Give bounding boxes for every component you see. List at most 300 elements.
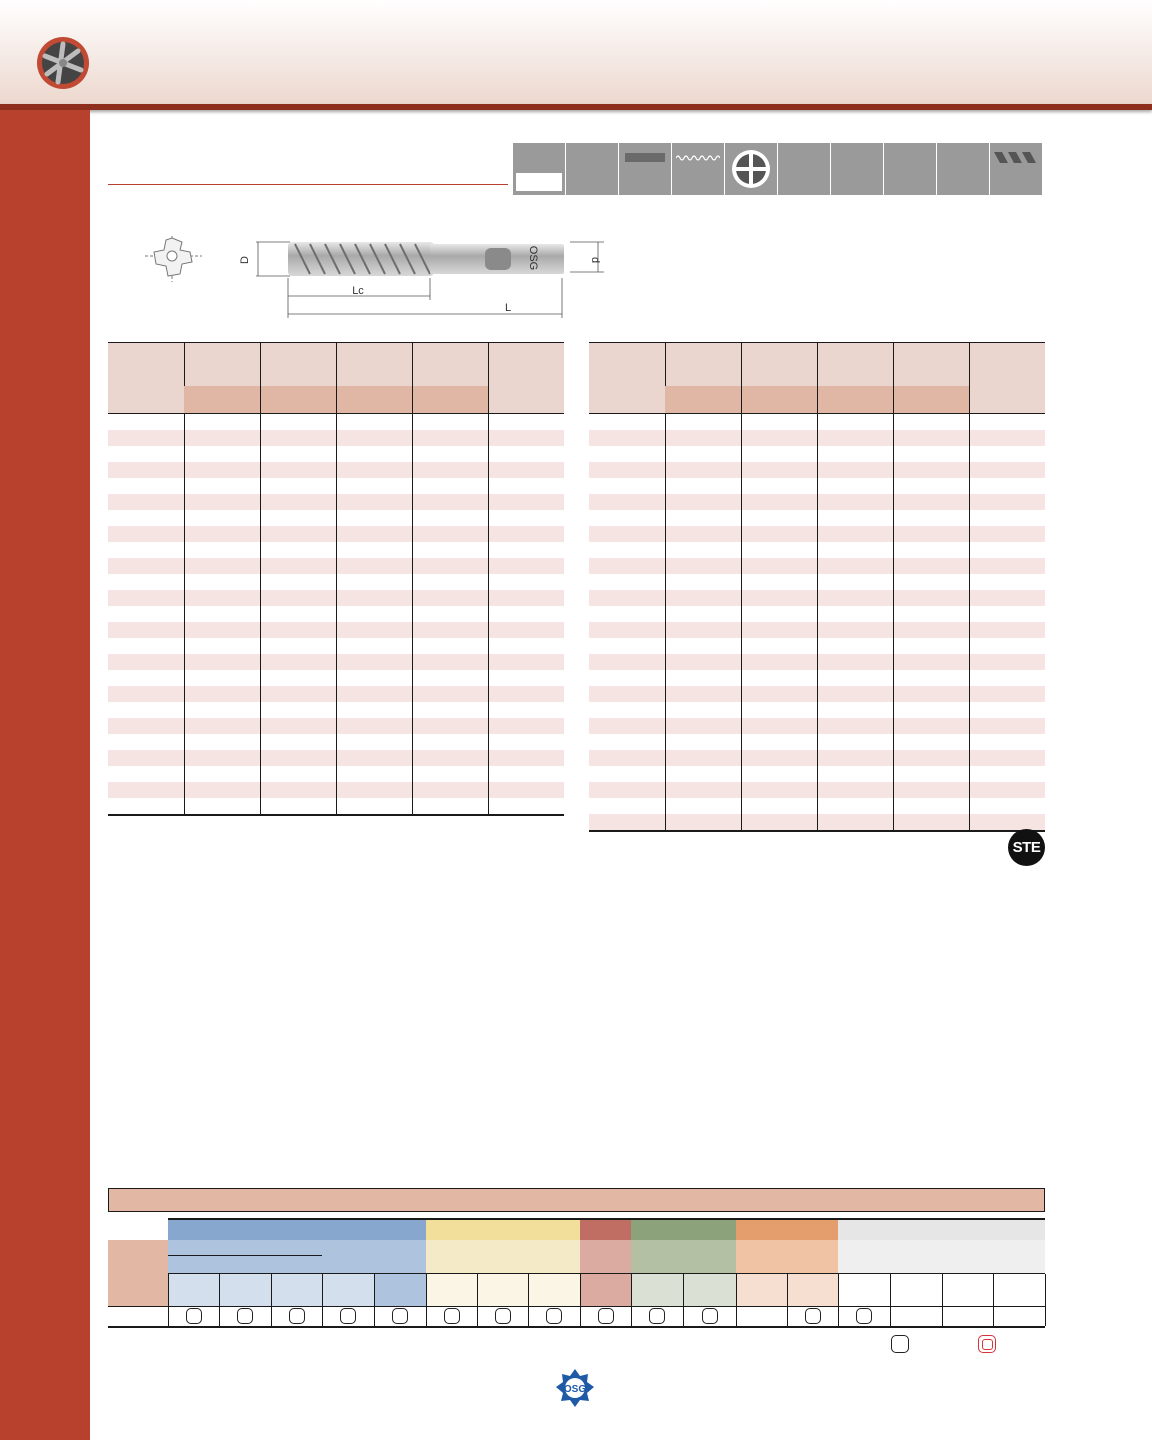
table-cell xyxy=(488,638,564,654)
table-cell xyxy=(817,510,893,526)
table-cell xyxy=(665,670,741,686)
table-cell xyxy=(817,462,893,478)
table-cell xyxy=(969,510,1045,526)
table-cell xyxy=(969,526,1045,542)
table-cell xyxy=(336,606,412,622)
table-cell xyxy=(184,638,260,654)
table-cell xyxy=(741,638,817,654)
table-cell xyxy=(260,558,336,574)
table-cell xyxy=(488,558,564,574)
table-cell xyxy=(260,494,336,510)
table-cell xyxy=(336,574,412,590)
table-cell xyxy=(741,750,817,766)
table-cell xyxy=(336,558,412,574)
table-cell xyxy=(969,734,1045,750)
table-cell xyxy=(969,718,1045,734)
table-cell xyxy=(184,750,260,766)
table-cell xyxy=(412,606,488,622)
table-cell xyxy=(108,558,184,574)
table-row xyxy=(589,638,1045,654)
table-cell xyxy=(817,478,893,494)
unit-cell xyxy=(893,386,969,414)
table-row xyxy=(108,430,564,446)
table-row xyxy=(589,542,1045,558)
table-cell xyxy=(260,686,336,702)
table-cell xyxy=(817,734,893,750)
table-cell xyxy=(589,462,665,478)
feature-icon-strip xyxy=(513,143,1045,195)
col-header-d xyxy=(412,343,488,387)
table-cell xyxy=(665,494,741,510)
table-row xyxy=(589,446,1045,462)
table-cell xyxy=(260,510,336,526)
table-cell xyxy=(817,782,893,798)
end-mill-logo-icon xyxy=(36,36,90,90)
table-cell xyxy=(741,718,817,734)
table-cell xyxy=(589,654,665,670)
table-cell xyxy=(589,494,665,510)
table-cell xyxy=(969,542,1045,558)
table-cell xyxy=(741,590,817,606)
suitability-mark-icon xyxy=(444,1308,460,1324)
table-cell xyxy=(741,654,817,670)
table-cell xyxy=(969,446,1045,462)
table-cell xyxy=(893,638,969,654)
table-cell xyxy=(412,638,488,654)
suitability-mark-icon xyxy=(598,1308,614,1324)
table-cell xyxy=(412,526,488,542)
table-cell xyxy=(336,526,412,542)
table-cell xyxy=(741,462,817,478)
table-cell xyxy=(741,702,817,718)
table-cell xyxy=(741,574,817,590)
table-cell xyxy=(488,734,564,750)
table-cell xyxy=(488,654,564,670)
col-header-D xyxy=(184,343,260,387)
suitability-mark-icon xyxy=(289,1308,305,1324)
table-cell xyxy=(969,494,1045,510)
table-cell xyxy=(412,478,488,494)
table-cell xyxy=(589,622,665,638)
table-cell xyxy=(412,590,488,606)
table-cell xyxy=(893,590,969,606)
table-cell xyxy=(108,670,184,686)
blank-box-icon xyxy=(566,143,618,195)
suitability-mark-icon xyxy=(546,1308,562,1324)
table-cell xyxy=(336,542,412,558)
col-header-L xyxy=(817,343,893,387)
table-cell xyxy=(488,766,564,782)
blank-box-icon xyxy=(884,143,936,195)
table-row xyxy=(108,718,564,734)
table-cell xyxy=(969,782,1045,798)
dim-L-label: L xyxy=(504,302,512,314)
table-cell xyxy=(488,798,564,815)
table-cell xyxy=(108,766,184,782)
table-cell xyxy=(184,606,260,622)
table-cell xyxy=(488,686,564,702)
table-cell xyxy=(969,670,1045,686)
table-cell xyxy=(412,702,488,718)
table-cell xyxy=(665,702,741,718)
suitability-mark-icon xyxy=(495,1308,511,1324)
table-cell xyxy=(665,718,741,734)
col-header-D xyxy=(665,343,741,387)
table-row xyxy=(108,798,564,815)
table-cell xyxy=(184,590,260,606)
table-cell xyxy=(893,654,969,670)
table-cell xyxy=(969,638,1045,654)
table-cell xyxy=(488,510,564,526)
table-cell xyxy=(260,654,336,670)
title-underline xyxy=(108,184,508,185)
table-cell xyxy=(260,782,336,798)
table-cell xyxy=(893,558,969,574)
table-cell xyxy=(108,638,184,654)
table-cell xyxy=(412,766,488,782)
table-cell xyxy=(184,798,260,815)
table-cell xyxy=(893,542,969,558)
table-cell xyxy=(893,574,969,590)
blank-box-icon xyxy=(831,143,883,195)
table-cell xyxy=(665,446,741,462)
ste-badge: STE xyxy=(1008,829,1045,866)
table-cell xyxy=(108,798,184,815)
table-cell xyxy=(893,782,969,798)
table-cell xyxy=(665,510,741,526)
osg-footer-logo-icon xyxy=(555,1368,595,1408)
table-row xyxy=(589,814,1045,831)
table-cell xyxy=(589,798,665,814)
dim-d-label: d xyxy=(589,256,601,264)
table-cell xyxy=(108,702,184,718)
suitability-mark-icon xyxy=(856,1308,872,1324)
table-cell xyxy=(108,542,184,558)
wave-icon xyxy=(672,143,724,195)
table-cell xyxy=(184,558,260,574)
table-cell xyxy=(108,606,184,622)
table-cell xyxy=(893,702,969,718)
group-titanium xyxy=(580,1220,631,1240)
bar-icon xyxy=(619,143,671,195)
unit-cell xyxy=(741,386,817,414)
table-row xyxy=(589,750,1045,766)
table-cell xyxy=(969,622,1045,638)
table-cell xyxy=(817,494,893,510)
column-divider xyxy=(890,1274,891,1326)
table-cell xyxy=(589,670,665,686)
shank-mark: OSG xyxy=(527,245,539,271)
table-row xyxy=(108,766,564,782)
page-header xyxy=(0,0,1152,108)
table-cell xyxy=(665,638,741,654)
table-cell xyxy=(336,478,412,494)
table-cell xyxy=(488,670,564,686)
table-row xyxy=(108,590,564,606)
col-header-Lc xyxy=(741,343,817,387)
application-table xyxy=(108,1218,1045,1328)
table-cell xyxy=(589,558,665,574)
table-row xyxy=(589,462,1045,478)
table-cell xyxy=(817,654,893,670)
end-mill-diagram xyxy=(130,226,610,326)
table-cell xyxy=(741,798,817,814)
unit-cell xyxy=(412,386,488,414)
table-cell xyxy=(336,430,412,446)
table-cell xyxy=(488,478,564,494)
table-cell xyxy=(969,430,1045,446)
table-cell xyxy=(336,734,412,750)
table-cell xyxy=(893,734,969,750)
column-divider xyxy=(736,1274,737,1326)
table-cell xyxy=(893,446,969,462)
table-cell xyxy=(488,750,564,766)
suitability-mark-icon xyxy=(340,1308,356,1324)
table-cell xyxy=(893,606,969,622)
table-cell xyxy=(817,670,893,686)
table-cell xyxy=(665,542,741,558)
table-cell xyxy=(108,430,184,446)
size-table-left xyxy=(108,342,564,816)
table-cell xyxy=(260,606,336,622)
table-cell xyxy=(108,654,184,670)
table-cell xyxy=(108,478,184,494)
table-cell xyxy=(893,814,969,831)
table-cell xyxy=(741,526,817,542)
table-cell xyxy=(184,494,260,510)
table-cell xyxy=(893,430,969,446)
column-divider xyxy=(838,1274,839,1326)
suitability-mark-icon xyxy=(702,1308,718,1324)
suitability-mark-icon xyxy=(186,1308,202,1324)
table-cell xyxy=(260,574,336,590)
column-divider xyxy=(993,1274,994,1326)
table-row xyxy=(589,702,1045,718)
table-cell xyxy=(893,750,969,766)
table-row xyxy=(108,686,564,702)
table-cell xyxy=(184,478,260,494)
table-cell xyxy=(260,430,336,446)
table-cell xyxy=(665,574,741,590)
table-cell xyxy=(665,766,741,782)
table-cell xyxy=(412,446,488,462)
table-cell xyxy=(412,510,488,526)
table-cell xyxy=(184,430,260,446)
table-cell xyxy=(893,526,969,542)
svg-text:OSG: OSG xyxy=(563,1384,587,1395)
blank-box-icon xyxy=(778,143,830,195)
column-divider xyxy=(631,1274,632,1326)
table-cell xyxy=(412,750,488,766)
table-cell xyxy=(969,654,1045,670)
table-cell xyxy=(184,686,260,702)
table-cell xyxy=(665,462,741,478)
table-cell xyxy=(336,510,412,526)
unit-cell xyxy=(817,386,893,414)
table-row xyxy=(108,462,564,478)
table-cell xyxy=(108,718,184,734)
table-cell xyxy=(817,638,893,654)
suitability-mark-icon xyxy=(237,1308,253,1324)
table-row xyxy=(589,782,1045,798)
table-cell xyxy=(893,686,969,702)
table-cell xyxy=(488,494,564,510)
table-cell xyxy=(665,622,741,638)
col-header-edp xyxy=(108,343,184,414)
table-cell xyxy=(969,686,1045,702)
table-cell xyxy=(665,526,741,542)
table-cell xyxy=(108,622,184,638)
table-row xyxy=(589,670,1045,686)
table-cell xyxy=(589,510,665,526)
table-cell xyxy=(589,782,665,798)
table-cell xyxy=(741,606,817,622)
dim-D-label: D xyxy=(239,256,251,264)
table-cell xyxy=(817,526,893,542)
table-cell xyxy=(665,782,741,798)
table-cell xyxy=(741,478,817,494)
table-cell xyxy=(893,462,969,478)
column-divider xyxy=(477,1274,478,1326)
application-title-bar xyxy=(108,1188,1045,1212)
table-cell xyxy=(108,462,184,478)
table-cell xyxy=(260,622,336,638)
table-row xyxy=(589,798,1045,814)
table-cell xyxy=(184,782,260,798)
table-cell xyxy=(412,782,488,798)
table-row xyxy=(108,638,564,654)
table-cell xyxy=(893,510,969,526)
table-row xyxy=(589,622,1045,638)
table-cell xyxy=(260,798,336,815)
crosshair-icon xyxy=(725,143,777,195)
table-cell xyxy=(336,622,412,638)
table-row xyxy=(589,686,1045,702)
table-cell xyxy=(665,798,741,814)
table-cell xyxy=(589,638,665,654)
group-other xyxy=(838,1220,1045,1240)
table-row xyxy=(108,622,564,638)
table-cell xyxy=(817,590,893,606)
table-cell xyxy=(412,494,488,510)
table-cell xyxy=(589,574,665,590)
table-cell xyxy=(412,734,488,750)
table-cell xyxy=(589,430,665,446)
table-cell xyxy=(741,766,817,782)
table-cell xyxy=(969,702,1045,718)
table-cell xyxy=(488,574,564,590)
table-cell xyxy=(969,750,1045,766)
table-row xyxy=(589,654,1045,670)
table-cell xyxy=(488,718,564,734)
table-cell xyxy=(336,766,412,782)
dim-Lc-label: Lc xyxy=(352,285,364,297)
table-row xyxy=(589,606,1045,622)
table-cell xyxy=(260,446,336,462)
table-cell xyxy=(184,510,260,526)
table-cell xyxy=(893,718,969,734)
table-cell xyxy=(817,622,893,638)
unit-cell xyxy=(665,386,741,414)
table-cell xyxy=(412,558,488,574)
table-row xyxy=(108,558,564,574)
table-cell xyxy=(817,750,893,766)
table-cell xyxy=(817,606,893,622)
table-cell xyxy=(665,654,741,670)
suitability-mark-icon xyxy=(649,1308,665,1324)
table-row xyxy=(108,654,564,670)
table-cell xyxy=(260,702,336,718)
table-row xyxy=(108,750,564,766)
table-cell xyxy=(665,686,741,702)
table-cell xyxy=(336,590,412,606)
table-cell xyxy=(260,526,336,542)
table-cell xyxy=(741,670,817,686)
col-header-edp xyxy=(589,343,665,414)
table-cell xyxy=(589,590,665,606)
column-divider xyxy=(374,1274,375,1326)
table-cell xyxy=(741,430,817,446)
table-cell xyxy=(589,446,665,462)
table-cell xyxy=(665,734,741,750)
table-cell xyxy=(589,606,665,622)
table-cell xyxy=(817,446,893,462)
table-cell xyxy=(817,814,893,831)
table-cell xyxy=(108,510,184,526)
table-cell xyxy=(108,782,184,798)
column-divider xyxy=(942,1274,943,1326)
table-cell xyxy=(893,494,969,510)
stripes-icon xyxy=(990,143,1042,195)
blank-box-icon xyxy=(513,143,565,195)
table-cell xyxy=(741,510,817,526)
table-row xyxy=(108,526,564,542)
table-row xyxy=(589,478,1045,494)
unit-cell xyxy=(336,386,412,414)
table-cell xyxy=(589,478,665,494)
table-cell xyxy=(969,574,1045,590)
table-cell xyxy=(969,462,1045,478)
table-cell xyxy=(184,734,260,750)
table-cell xyxy=(893,766,969,782)
table-cell xyxy=(260,734,336,750)
table-cell xyxy=(969,766,1045,782)
table-cell xyxy=(488,622,564,638)
table-row xyxy=(108,446,564,462)
table-cell xyxy=(336,494,412,510)
table-cell xyxy=(488,430,564,446)
column-divider xyxy=(271,1274,272,1326)
table-cell xyxy=(260,638,336,654)
table-row xyxy=(589,590,1045,606)
column-divider xyxy=(168,1274,169,1326)
column-divider xyxy=(683,1274,684,1326)
blank-box-icon xyxy=(937,143,989,195)
table-row xyxy=(589,558,1045,574)
table-row xyxy=(108,702,564,718)
table-cell xyxy=(184,622,260,638)
table-row xyxy=(108,606,564,622)
table-cell xyxy=(589,686,665,702)
table-cell xyxy=(741,734,817,750)
table-cell xyxy=(969,606,1045,622)
cross-section-icon xyxy=(145,236,202,282)
column-divider xyxy=(580,1274,581,1326)
table-cell xyxy=(488,542,564,558)
table-cell xyxy=(665,814,741,831)
column-divider xyxy=(1045,1274,1046,1326)
column-divider xyxy=(528,1274,529,1326)
